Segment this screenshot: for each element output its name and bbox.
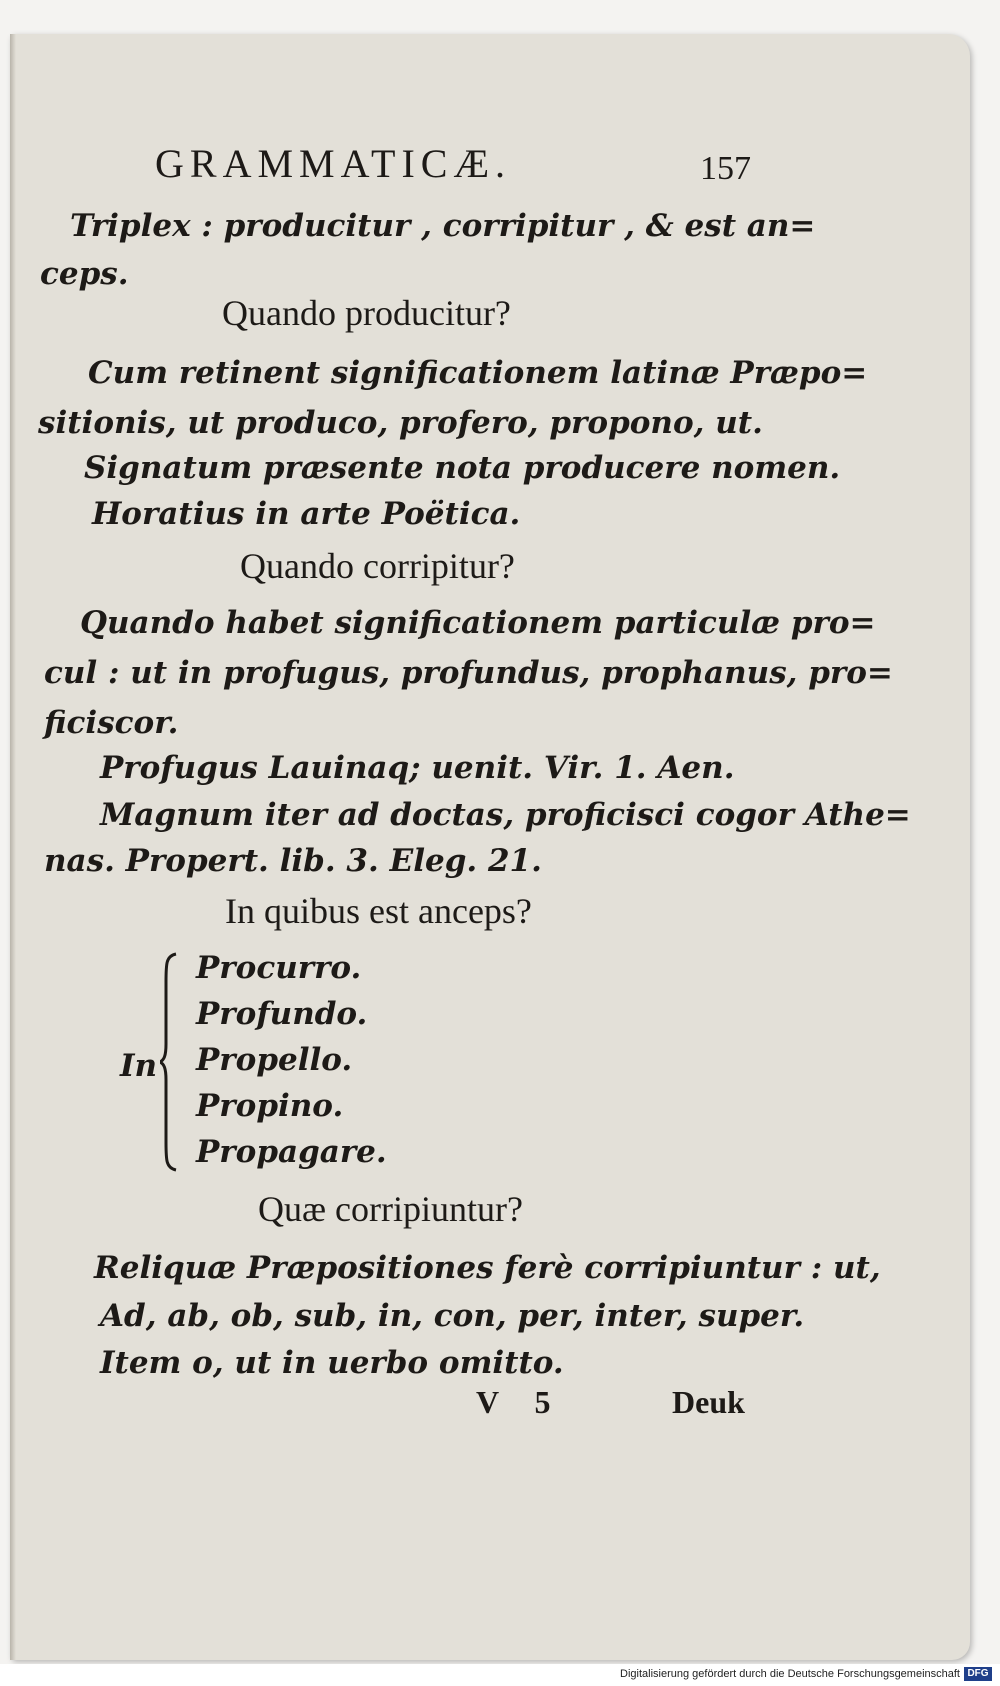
text-line: Triplex : producitur , corripitur , & est an= [70,208,816,244]
funding-credit: Digitalisierung gefördert durch die Deutsche Forschungsgemeinschaft [620,1668,960,1680]
page-gutter-shadow [10,34,16,1660]
brace-item: Procurro. [196,950,362,986]
brace-item: Propello. [196,1042,353,1078]
brace-label: In [120,1048,158,1084]
quotation-line: Signatum præsente nota producere nomen. [84,450,841,486]
brace-item: Propino. [196,1088,344,1124]
text-line: sitionis, ut produco, profero, propono, ut. [38,405,763,441]
section-heading: Quando producitur? [222,293,511,333]
citation-line: nas. Propert. lib. 3. Eleg. 21. [44,843,542,879]
text-line: cul : ut in profugus, profundus, prophanus, pro= [44,655,893,691]
brace-item: Propagare. [196,1134,387,1170]
section-heading: Quando corripitur? [240,546,515,586]
section-heading: In quibus est anceps? [225,891,532,931]
catchword: Deuk [672,1384,745,1420]
section-heading: Quæ corripiuntur? [258,1189,523,1229]
text-line: Ad, ab, ob, sub, in, con, per, inter, super. [100,1298,805,1334]
quotation-line: Magnum iter ad doctas, proficisci cogor Athe= [100,797,911,833]
text-line: Reliquæ Præpositiones ferè corripiuntur : ut, [94,1250,881,1286]
text-line: Item o, ut in uerbo omitto. [100,1345,564,1381]
text-line: Quando habet significationem particulæ pro= [80,605,876,641]
signature-mark: V 5 [476,1384,551,1420]
brace-item: Profundo. [196,996,368,1032]
text-line: ficiscor. [44,705,179,741]
text-line: Cum retinent significationem latinæ Præpo= [88,355,868,391]
citation-line: Horatius in arte Poëtica. [92,496,521,532]
text-line: ceps. [40,256,129,292]
quotation-line: Profugus Lauinaq; uenit. Vir. 1. Aen. [100,750,735,786]
dfg-logo: DFG [964,1667,992,1681]
curly-brace-icon [160,952,178,1172]
folio-number: 157 [700,150,751,187]
running-head: GRAMMATICÆ. [155,141,512,186]
